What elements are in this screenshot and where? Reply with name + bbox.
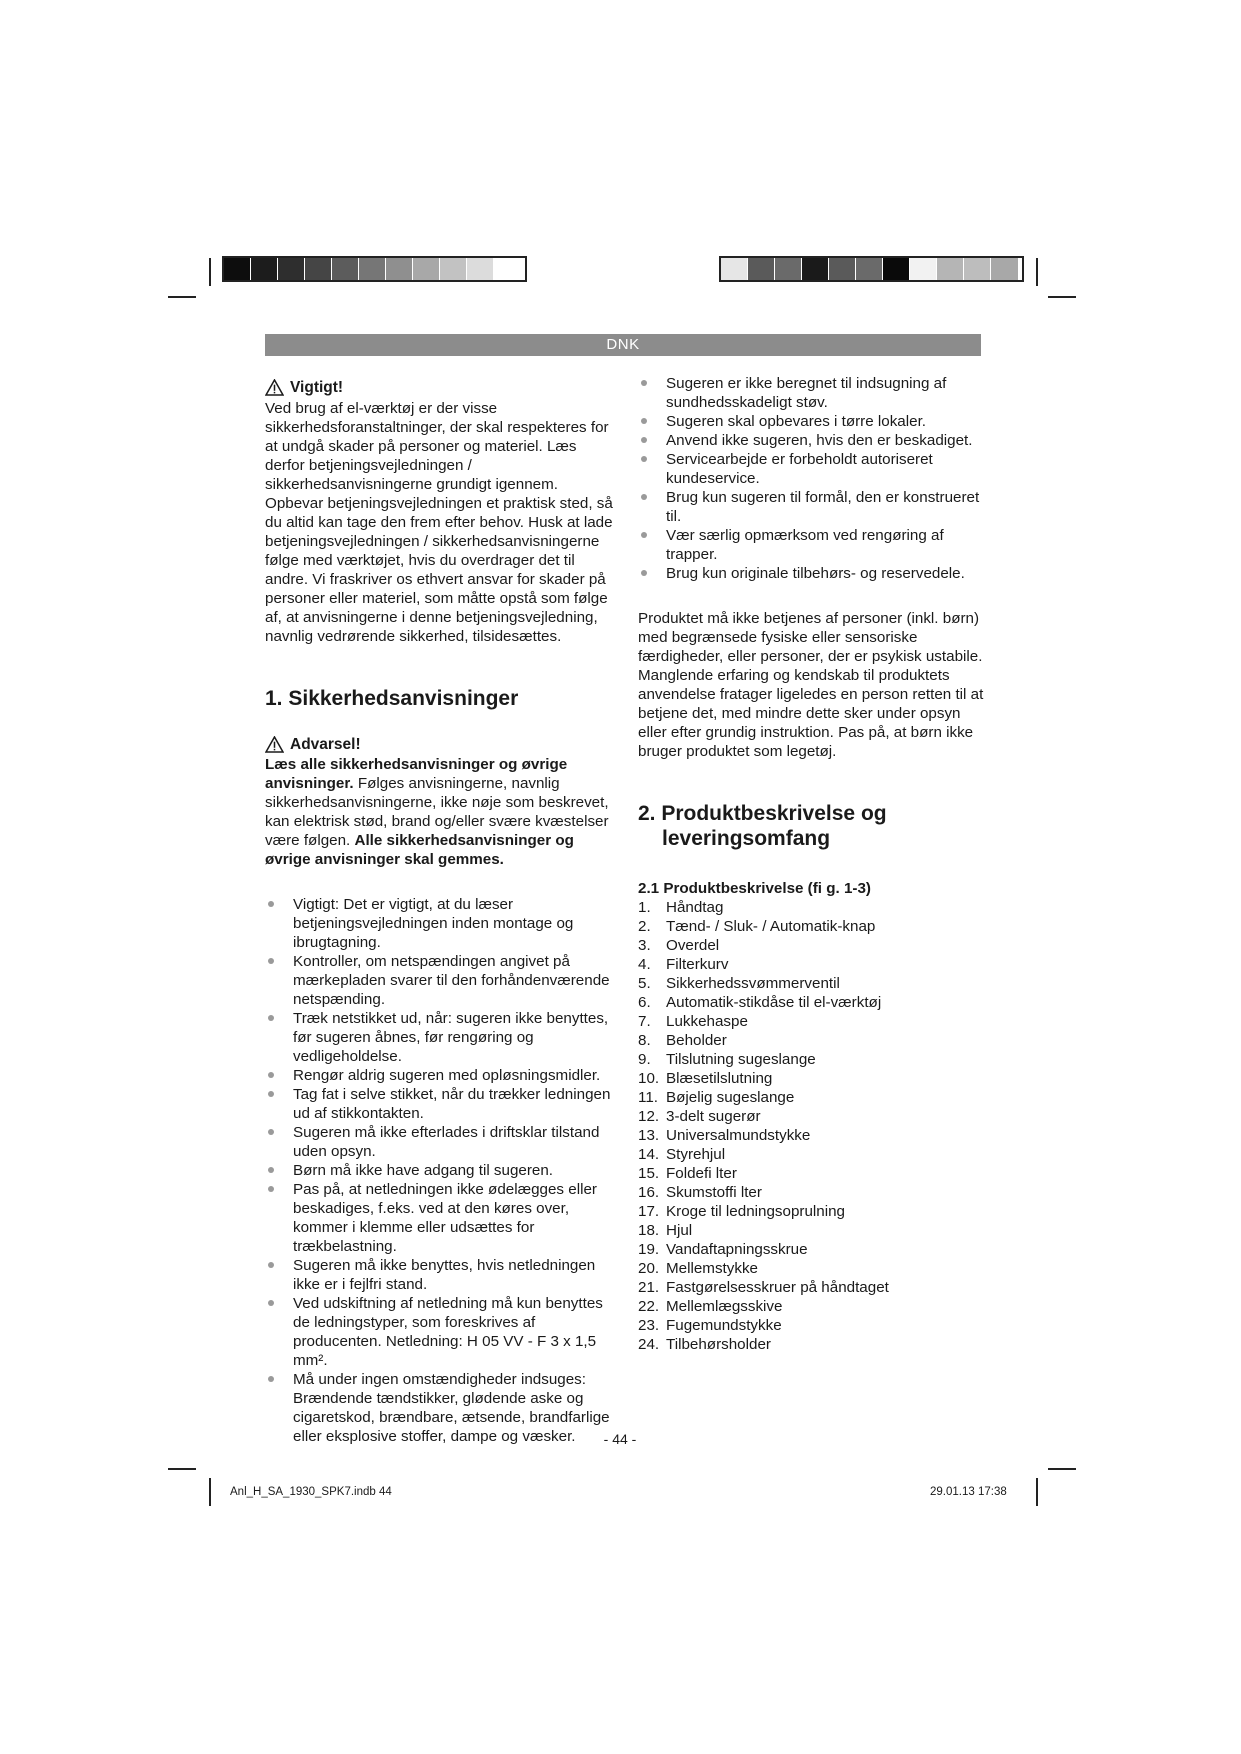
bullet-text: Vigtigt: Det er vigtigt, at du læser betjeningsvejledningen inden montage og ibrugtagning. — [293, 896, 574, 951]
part-label: Filterkurv — [666, 956, 729, 973]
part-item — [638, 1164, 986, 1183]
part-label: Kroge til ledningsoprulning — [666, 1203, 845, 1220]
bullet-dot-icon — [268, 1072, 274, 1078]
part-item — [638, 1069, 986, 1088]
part-label: Fastgørelsesskruer på håndtaget — [666, 1279, 889, 1296]
part-label: Mellemlægsskive — [666, 1298, 783, 1315]
bullet-dot-icon — [268, 1167, 274, 1173]
section2-title — [638, 801, 986, 851]
part-item — [638, 1107, 986, 1126]
part-number: 24. — [638, 1336, 660, 1353]
bullet-text: Børn må ikke have adgang til sugeren. — [293, 1162, 554, 1179]
part-label: Automatik-stikdåse til el-værktøj — [666, 994, 882, 1011]
footer-stamp: 29.01.13 17:38 — [930, 1486, 1007, 1498]
crop-mark — [209, 258, 211, 286]
usage-bullet-list — [638, 374, 986, 583]
part-label: Universalmundstykke — [666, 1127, 811, 1144]
part-label: 3-delt sugerør — [666, 1108, 761, 1125]
color-swatch — [278, 258, 305, 280]
color-swatch — [413, 258, 440, 280]
color-swatch — [883, 258, 910, 280]
bullet-text: Brug kun originale tilbehørs- og reservedele. — [666, 565, 965, 582]
bullet-dot-icon — [268, 1376, 274, 1382]
part-item — [638, 993, 986, 1012]
bullet-dot-icon — [641, 437, 647, 443]
bullet-dot-icon — [268, 1186, 274, 1192]
bullet-text: Tag fat i selve stikket, når du trækker ledningen ud af stikkontakten. — [293, 1086, 611, 1122]
warning-bold-lead: Læs alle sikkerhedsanvisninger og øvrige anvisninger. — [265, 756, 568, 792]
crop-mark — [168, 296, 196, 298]
bullet-dot-icon — [641, 532, 647, 538]
safety-bullet-list — [265, 895, 617, 1446]
bullet-dot-icon — [641, 494, 647, 500]
crop-mark — [209, 1478, 211, 1506]
part-label: Tænd- / Sluk- / Automatik-knap — [666, 918, 876, 935]
bullet-item — [638, 450, 986, 488]
section1-title: 1. Sikkerhedsanvisninger — [265, 687, 519, 710]
language-code: DNK — [606, 336, 640, 353]
warning-triangle-icon — [265, 736, 284, 753]
part-label: Hjul — [666, 1222, 693, 1239]
color-swatch — [251, 258, 278, 280]
bullet-text: Ved udskiftning af netledning må kun benyttes de ledningstyper, som foreskrives af producenten. Netledning: H 05 VV - F 3 x 1,5 mm². — [293, 1295, 603, 1369]
color-swatch — [802, 258, 829, 280]
bullet-item — [265, 895, 617, 952]
part-item — [638, 1202, 986, 1221]
parts-list — [638, 898, 986, 1354]
crop-mark — [1048, 296, 1076, 298]
part-label: Tilslutning sugeslange — [666, 1051, 816, 1068]
bullet-item — [638, 412, 986, 431]
bullet-item — [638, 374, 986, 412]
part-number: 20. — [638, 1260, 660, 1277]
part-item — [638, 1012, 986, 1031]
bullet-item — [265, 1256, 617, 1294]
left-column — [265, 378, 617, 1446]
warning-heading — [265, 735, 617, 754]
bullet-item — [638, 431, 986, 450]
bullet-item — [638, 564, 986, 583]
part-number: 15. — [638, 1165, 660, 1182]
part-number: 8. — [638, 1032, 651, 1049]
part-item — [638, 1126, 986, 1145]
notice-title: Vigtigt! — [290, 379, 344, 396]
part-label: Foldefi lter — [666, 1165, 737, 1182]
part-number: 2. — [638, 918, 651, 935]
warning-triangle-icon — [265, 379, 284, 396]
part-number: 3. — [638, 937, 651, 954]
warning-title: Advarsel! — [290, 736, 361, 753]
part-item — [638, 1183, 986, 1202]
part-number: 22. — [638, 1298, 660, 1315]
warning-text: Følges anvisningerne, navnlig sikkerhedsanvisningerne, ikke nøje som beskrevet, kan elektrisk stød, brand og/eller svære kvæstelser være følgen. — [265, 775, 609, 849]
bullet-item — [265, 1009, 617, 1066]
part-label: Lukkehaspe — [666, 1013, 748, 1030]
part-number: 23. — [638, 1317, 660, 1334]
part-label: Overdel — [666, 937, 720, 954]
part-item — [638, 1278, 986, 1297]
color-swatch — [224, 258, 251, 280]
part-number: 13. — [638, 1127, 660, 1144]
part-item — [638, 1050, 986, 1069]
part-number: 11. — [638, 1089, 658, 1106]
part-label: Tilbehørsholder — [666, 1336, 771, 1353]
color-swatch — [721, 258, 748, 280]
color-swatch — [386, 258, 413, 280]
part-number: 4. — [638, 956, 651, 973]
part-label: Vandaftapningsskrue — [666, 1241, 808, 1258]
color-swatch — [305, 258, 332, 280]
bullet-dot-icon — [268, 1091, 274, 1097]
bullet-dot-icon — [268, 1129, 274, 1135]
part-item — [638, 974, 986, 993]
section2-title-line1: 2. Produktbeskrivelse og — [638, 802, 887, 825]
crop-mark — [1048, 1468, 1076, 1470]
bullet-dot-icon — [641, 418, 647, 424]
part-number: 10. — [638, 1070, 660, 1087]
color-swatch — [359, 258, 386, 280]
color-swatch — [829, 258, 856, 280]
bullet-text: Vær særlig opmærksom ved rengøring af trapper. — [666, 527, 944, 563]
part-item — [638, 955, 986, 974]
color-calibration-bar-left — [222, 256, 527, 282]
part-item — [638, 1259, 986, 1278]
bullet-dot-icon — [268, 958, 274, 964]
bullet-item — [265, 1180, 617, 1256]
bullet-text: Pas på, at netledningen ikke ødelægges eller beskadiges, f.eks. ved at den køres over, kommer i klemme eller udsættes for trækbelastning. — [293, 1181, 597, 1255]
part-label: Blæsetilslutning — [666, 1070, 773, 1087]
part-label: Beholder — [666, 1032, 727, 1049]
usage-paragraph: Produktet må ikke betjenes af personer (inkl. børn) med begrænsede fysiske eller sensoriske færdigheder, eller personer, der er psykisk ustabile. Manglende erfaring og kendskab til produktets anvendelse fratager ligeledes en person retten til at betjene det, med mindre dette sker under opsyn eller efter grundig instruktion. Pas på, at børn ikke bruger produktet som legetøj. — [638, 610, 984, 760]
part-label: Skumstoffi lter — [666, 1184, 762, 1201]
part-item — [638, 1088, 986, 1107]
part-number: 19. — [638, 1241, 660, 1258]
color-swatch — [991, 258, 1018, 280]
part-label: Styrehjul — [666, 1146, 726, 1163]
part-label: Sikkerhedssvømmerventil — [666, 975, 840, 992]
notice-body: Ved brug af el-værktøj er der visse sikkerhedsforanstaltninger, der skal respekteres for at undgå skader på personer og materiel. Læs derfor betjeningsvejledningen / sikkerhedsanvisningerne grundigt igennem. Opbevar betjeningsvejledningen et praktisk sted, så du altid kan tage den frem efter behov. Husk at lade betjeningsvejledningen / sikkerhedsanvisningerne følge med værktøjet, hvis du overdrager det til andre. Vi fraskriver os ethvert ansvar for skader på personer eller materiel, som måtte opstå som følge af, at anvisningerne i denne betjeningsvejledning, navnlig vedrørende sikkerhed, tilsidesættes. — [265, 400, 613, 645]
bullet-item — [265, 952, 617, 1009]
bullet-dot-icon — [268, 1300, 274, 1306]
part-number: 1. — [638, 899, 651, 916]
part-label: Fugemundstykke — [666, 1317, 782, 1334]
part-label: Mellemstykke — [666, 1260, 758, 1277]
bullet-dot-icon — [641, 570, 647, 576]
warning-body — [265, 755, 617, 869]
bullet-text: Rengør aldrig sugeren med opløsningsmidler. — [293, 1067, 601, 1084]
bullet-item — [265, 1123, 617, 1161]
bullet-text: Anvend ikke sugeren, hvis den er beskadiget. — [666, 432, 973, 449]
crop-mark — [1036, 1478, 1038, 1506]
bullet-text: Træk netstikket ud, når: sugeren ikke benyttes, før sugeren åbnes, før rengøring og vedligeholdelse. — [293, 1010, 609, 1065]
notice-heading — [265, 378, 617, 397]
bullet-dot-icon — [641, 380, 647, 386]
part-number: 6. — [638, 994, 651, 1011]
language-header — [265, 334, 981, 356]
bullet-item — [265, 1085, 617, 1123]
part-item — [638, 1316, 986, 1335]
bullet-item — [265, 1066, 617, 1085]
bullet-text: Sugeren må ikke efterlades i driftsklar tilstand uden opsyn. — [293, 1124, 600, 1160]
color-swatch — [964, 258, 991, 280]
bullet-item — [638, 488, 986, 526]
part-label: Bøjelig sugeslange — [666, 1089, 795, 1106]
color-swatch — [467, 258, 494, 280]
part-number: 16. — [638, 1184, 660, 1201]
color-swatch — [748, 258, 775, 280]
right-column — [638, 374, 986, 1354]
part-number: 9. — [638, 1051, 651, 1068]
part-number: 5. — [638, 975, 651, 992]
color-swatch — [937, 258, 964, 280]
part-label: Håndtag — [666, 899, 724, 916]
color-swatch — [775, 258, 802, 280]
part-item — [638, 936, 986, 955]
part-item — [638, 1031, 986, 1050]
section2-subtitle: 2.1 Produktbeskrivelse (fi g. 1-3) — [638, 880, 871, 897]
color-swatch — [910, 258, 937, 280]
bullet-dot-icon — [268, 901, 274, 907]
bullet-item — [265, 1294, 617, 1370]
bullet-text: Sugeren må ikke benyttes, hvis netledningen ikke er i fejlfri stand. — [293, 1257, 596, 1293]
bullet-item — [638, 526, 986, 564]
part-item — [638, 898, 986, 917]
bullet-text: Må under ingen omstændigheder indsuges: Brændende tændstikker, glødende aske og cigaretskod, brændbare, ætsende, brandfarlige eller eksplosive stoffer, dampe og væsker. — [293, 1371, 610, 1445]
bullet-text: Sugeren skal opbevares i tørre lokaler. — [666, 413, 927, 430]
bullet-item — [265, 1161, 617, 1180]
part-item — [638, 1240, 986, 1259]
part-number: 7. — [638, 1013, 651, 1030]
bullet-dot-icon — [268, 1015, 274, 1021]
crop-mark — [1036, 258, 1038, 286]
part-item — [638, 1335, 986, 1354]
color-calibration-bar-right — [719, 256, 1024, 282]
bullet-text: Brug kun sugeren til formål, den er konstrueret til. — [666, 489, 980, 525]
part-item — [638, 1145, 986, 1164]
part-number: 21. — [638, 1279, 660, 1296]
part-item — [638, 1297, 986, 1316]
bullet-text: Kontroller, om netspændingen angivet på mærkepladen svarer til den forhåndenværende netspænding. — [293, 953, 610, 1008]
color-swatch — [440, 258, 467, 280]
color-swatch — [494, 258, 521, 280]
part-number: 12. — [638, 1108, 660, 1125]
part-item — [638, 1221, 986, 1240]
color-swatch — [856, 258, 883, 280]
warning-bold-tail: Alle sikkerhedsanvisninger og øvrige anvisninger skal gemmes. — [265, 832, 574, 868]
bullet-dot-icon — [268, 1262, 274, 1268]
footer-file: Anl_H_SA_1930_SPK7.indb 44 — [230, 1486, 392, 1498]
bullet-text: Sugeren er ikke beregnet til indsugning af sundhedsskadeligt støv. — [666, 375, 947, 411]
crop-mark — [168, 1468, 196, 1470]
section2-title-line2: leveringsomfang — [662, 827, 831, 850]
part-number: 17. — [638, 1203, 660, 1220]
part-item — [638, 917, 986, 936]
page-number: - 44 - — [603, 1431, 637, 1447]
bullet-text: Servicearbejde er forbeholdt autoriseret kundeservice. — [666, 451, 933, 487]
bullet-dot-icon — [641, 456, 647, 462]
part-number: 18. — [638, 1222, 660, 1239]
color-swatch — [332, 258, 359, 280]
part-number: 14. — [638, 1146, 660, 1163]
